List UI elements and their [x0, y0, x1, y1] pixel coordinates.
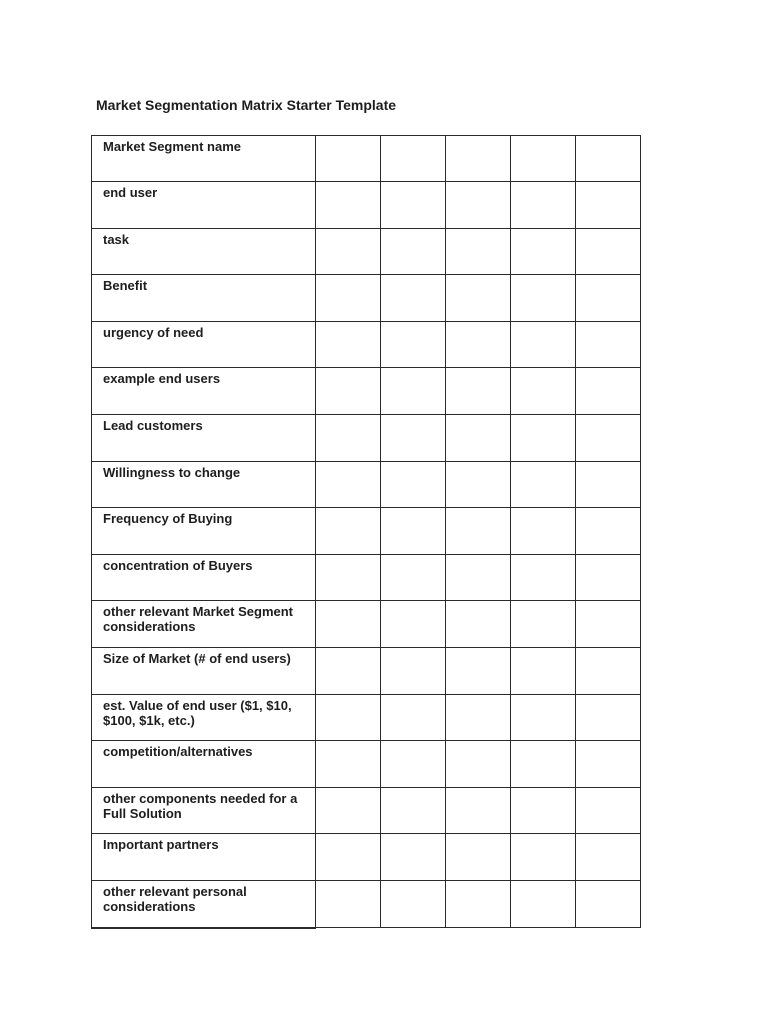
row-label: Size of Market (# of end users): [92, 648, 316, 695]
segment-value-cell: [511, 508, 576, 555]
segment-value-cell: [381, 322, 446, 368]
segment-value-cell: [511, 415, 576, 462]
segment-value-cell: [316, 648, 381, 695]
segment-value-cell: [381, 834, 446, 881]
row-label: urgency of need: [92, 322, 316, 368]
segment-value-cell: [576, 695, 641, 741]
segment-value-cell: [316, 462, 381, 508]
segment-value-cell: [381, 555, 446, 601]
segment-value-cell: [446, 182, 511, 229]
segment-value-cell: [316, 555, 381, 601]
segment-value-cell: [381, 741, 446, 788]
row-label: est. Value of end user ($1, $10, $100, $1k, etc.): [92, 695, 316, 741]
segment-value-cell: [316, 881, 381, 928]
segment-value-cell: [381, 182, 446, 229]
matrix-row: [92, 648, 641, 695]
row-label: concentration of Buyers: [92, 555, 316, 601]
segment-value-cell: [446, 508, 511, 555]
segment-value-cell: [511, 834, 576, 881]
segment-value-cell: [446, 881, 511, 928]
row-label: Benefit: [92, 275, 316, 322]
segment-value-cell: [316, 741, 381, 788]
row-label: task: [92, 229, 316, 275]
segment-value-cell: [316, 601, 381, 648]
matrix-row: [92, 368, 641, 415]
segment-value-cell: [576, 555, 641, 601]
segment-value-cell: [511, 881, 576, 928]
matrix-row: [92, 555, 641, 601]
segment-value-cell: [381, 462, 446, 508]
segment-value-cell: [316, 182, 381, 229]
segment-value-cell: [316, 834, 381, 881]
segment-value-cell: [511, 322, 576, 368]
segment-value-cell: [446, 601, 511, 648]
segment-value-cell: [316, 695, 381, 741]
segment-value-cell: [576, 601, 641, 648]
matrix-row: [92, 182, 641, 229]
segment-value-cell: [316, 322, 381, 368]
segment-value-cell: [576, 275, 641, 322]
segment-value-cell: [381, 695, 446, 741]
matrix-row: [92, 275, 641, 322]
segment-value-cell: [316, 229, 381, 275]
row-label: competition/alternatives: [92, 741, 316, 788]
matrix-body: [92, 136, 641, 928]
segment-value-cell: [511, 136, 576, 182]
segment-value-cell: [316, 275, 381, 322]
matrix-row: [92, 881, 641, 928]
segment-value-cell: [381, 601, 446, 648]
segment-value-cell: [381, 881, 446, 928]
row-label: Market Segment name: [92, 136, 316, 182]
segment-value-cell: [381, 229, 446, 275]
segment-value-cell: [511, 462, 576, 508]
row-label: Lead customers: [92, 415, 316, 462]
segment-value-cell: [511, 182, 576, 229]
matrix-row: [92, 695, 641, 741]
segment-value-cell: [446, 229, 511, 275]
segment-value-cell: [576, 834, 641, 881]
segment-value-cell: [511, 695, 576, 741]
segment-value-cell: [381, 368, 446, 415]
segment-value-cell: [511, 275, 576, 322]
segment-value-cell: [576, 648, 641, 695]
segment-value-cell: [381, 275, 446, 322]
segment-value-cell: [511, 648, 576, 695]
row-label: end user: [92, 182, 316, 229]
segment-value-cell: [576, 136, 641, 182]
row-label: Willingness to change: [92, 462, 316, 508]
matrix-row: [92, 788, 641, 834]
segment-value-cell: [511, 741, 576, 788]
matrix-row: [92, 229, 641, 275]
row-label: other relevant Market Segment considerations: [92, 601, 316, 648]
matrix-row: [92, 462, 641, 508]
matrix-row: [92, 834, 641, 881]
matrix-row: [92, 508, 641, 555]
row-label: other components needed for a Full Solution: [92, 788, 316, 834]
segment-value-cell: [446, 788, 511, 834]
segment-value-cell: [316, 136, 381, 182]
matrix-row: [92, 601, 641, 648]
segment-value-cell: [381, 136, 446, 182]
segment-value-cell: [576, 508, 641, 555]
segment-value-cell: [446, 834, 511, 881]
segment-value-cell: [446, 322, 511, 368]
segment-value-cell: [576, 462, 641, 508]
segmentation-matrix-table: [91, 135, 641, 929]
segment-value-cell: [511, 788, 576, 834]
segment-value-cell: [511, 555, 576, 601]
segment-value-cell: [576, 415, 641, 462]
segment-value-cell: [576, 368, 641, 415]
segment-value-cell: [446, 648, 511, 695]
segment-value-cell: [381, 648, 446, 695]
segment-value-cell: [316, 415, 381, 462]
segment-value-cell: [381, 508, 446, 555]
segment-value-cell: [446, 136, 511, 182]
row-label: Frequency of Buying: [92, 508, 316, 555]
matrix-row: [92, 322, 641, 368]
segment-value-cell: [446, 462, 511, 508]
segment-value-cell: [446, 275, 511, 322]
segment-value-cell: [446, 555, 511, 601]
matrix-row: [92, 415, 641, 462]
segment-value-cell: [576, 741, 641, 788]
row-label: other relevant personal considerations: [92, 881, 316, 928]
segment-value-cell: [576, 229, 641, 275]
row-label: Important partners: [92, 834, 316, 881]
segment-value-cell: [446, 415, 511, 462]
segment-value-cell: [511, 601, 576, 648]
segment-value-cell: [446, 741, 511, 788]
segment-value-cell: [576, 788, 641, 834]
matrix-row: [92, 741, 641, 788]
segment-value-cell: [316, 508, 381, 555]
segment-value-cell: [381, 415, 446, 462]
page-title: Market Segmentation Matrix Starter Template: [96, 97, 397, 113]
row-label: example end users: [92, 368, 316, 415]
segment-value-cell: [576, 322, 641, 368]
matrix-row: [92, 136, 641, 182]
segment-value-cell: [316, 788, 381, 834]
segment-value-cell: [446, 695, 511, 741]
segment-value-cell: [511, 368, 576, 415]
segment-value-cell: [446, 368, 511, 415]
segment-value-cell: [381, 788, 446, 834]
segment-value-cell: [576, 182, 641, 229]
segment-value-cell: [316, 368, 381, 415]
segment-value-cell: [511, 229, 576, 275]
segment-value-cell: [576, 881, 641, 928]
